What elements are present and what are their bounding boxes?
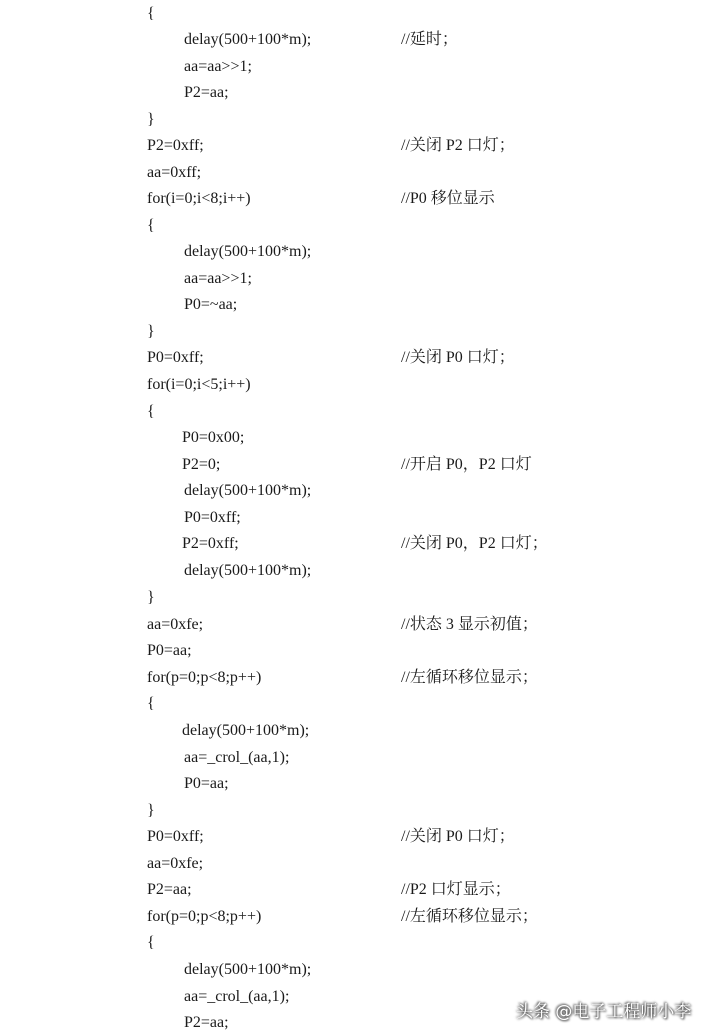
code-line (0, 930, 720, 956)
code-text: } (147, 323, 155, 340)
code-comment: //关闭 P0 口灯； (401, 828, 515, 845)
code-text: { (147, 695, 155, 712)
code-line (0, 877, 720, 903)
code-comment: //左循环移位显示； (401, 908, 538, 925)
code-line (0, 851, 720, 877)
code-text: delay(500+100*m); (184, 961, 312, 978)
code-text: P0=aa; (184, 775, 229, 792)
code-text: P2=aa; (147, 881, 192, 898)
code-text: P2=0xff; (147, 137, 204, 154)
code-text: aa=aa>>1; (184, 58, 252, 75)
code-line (0, 107, 720, 133)
code-text: for(i=0;i<5;i++) (147, 376, 251, 393)
code-line (0, 745, 720, 771)
code-line (0, 798, 720, 824)
code-line (0, 425, 720, 451)
code-text: aa=0xfe; (147, 855, 204, 872)
code-line (0, 27, 720, 53)
code-text: for(i=0;i<8;i++) (147, 190, 251, 207)
code-line (0, 345, 720, 371)
code-line (0, 80, 720, 106)
code-line (0, 585, 720, 611)
code-line (0, 505, 720, 531)
code-line (0, 399, 720, 425)
code-text: P2=0xff; (182, 535, 239, 552)
code-text: P2=0; (182, 456, 221, 473)
code-text: aa=_crol_(aa,1); (184, 749, 290, 766)
code-line (0, 957, 720, 983)
code-line (0, 1, 720, 27)
code-text: for(p=0;p<8;p++) (147, 908, 262, 925)
code-text: for(p=0;p<8;p++) (147, 669, 262, 686)
code-comment: //P0 移位显示 (401, 190, 495, 207)
code-line (0, 239, 720, 265)
code-text: delay(500+100*m); (184, 243, 312, 260)
code-text: aa=0xff; (147, 164, 202, 181)
code-line (0, 478, 720, 504)
code-text: { (147, 934, 155, 951)
code-line (0, 612, 720, 638)
code-line (0, 531, 720, 557)
code-text: { (147, 5, 155, 22)
code-line (0, 54, 720, 80)
code-comment: //关闭 P0 口灯； (401, 349, 515, 366)
code-comment: //关闭 P2 口灯； (401, 137, 515, 154)
code-text: } (147, 111, 155, 128)
code-line (0, 638, 720, 664)
code-text: P0=0xff; (184, 509, 241, 526)
code-line (0, 266, 720, 292)
code-line (0, 292, 720, 318)
code-line (0, 186, 720, 212)
code-line (0, 160, 720, 186)
code-line (0, 372, 720, 398)
code-text: P2=aa; (184, 1014, 229, 1031)
code-comment: //关闭 P0，P2 口灯； (401, 535, 548, 552)
code-line (0, 665, 720, 691)
code-line (0, 718, 720, 744)
watermark: 头条 @电子工程师小李 (516, 1002, 692, 1022)
code-text: { (147, 217, 155, 234)
code-text: { (147, 403, 155, 420)
code-line (0, 824, 720, 850)
code-comment: //延时； (401, 31, 458, 48)
code-comment: //P2 口灯显示； (401, 881, 511, 898)
code-line (0, 452, 720, 478)
code-text: aa=aa>>1; (184, 270, 252, 287)
code-line (0, 771, 720, 797)
code-line (0, 558, 720, 584)
code-line (0, 133, 720, 159)
code-text: aa=0xfe; (147, 616, 204, 633)
code-text: P0=~aa; (184, 296, 238, 313)
code-line (0, 213, 720, 239)
code-text: P2=aa; (184, 84, 229, 101)
code-text: } (147, 589, 155, 606)
code-text: delay(500+100*m); (184, 482, 312, 499)
code-text: aa=_crol_(aa,1); (184, 988, 290, 1005)
code-comment: //开启 P0，P2 口灯 (401, 456, 532, 473)
code-text: P0=0x00; (182, 429, 245, 446)
code-line (0, 691, 720, 717)
code-text: delay(500+100*m); (182, 722, 310, 739)
code-text: P0=0xff; (147, 828, 204, 845)
code-text: delay(500+100*m); (184, 31, 312, 48)
code-line (0, 904, 720, 930)
code-text: P0=0xff; (147, 349, 204, 366)
code-text: P0=aa; (147, 642, 192, 659)
code-text: } (147, 802, 155, 819)
code-line (0, 319, 720, 345)
code-comment: //左循环移位显示； (401, 669, 538, 686)
code-comment: //状态 3 显示初值； (401, 616, 538, 633)
code-text: delay(500+100*m); (184, 562, 312, 579)
